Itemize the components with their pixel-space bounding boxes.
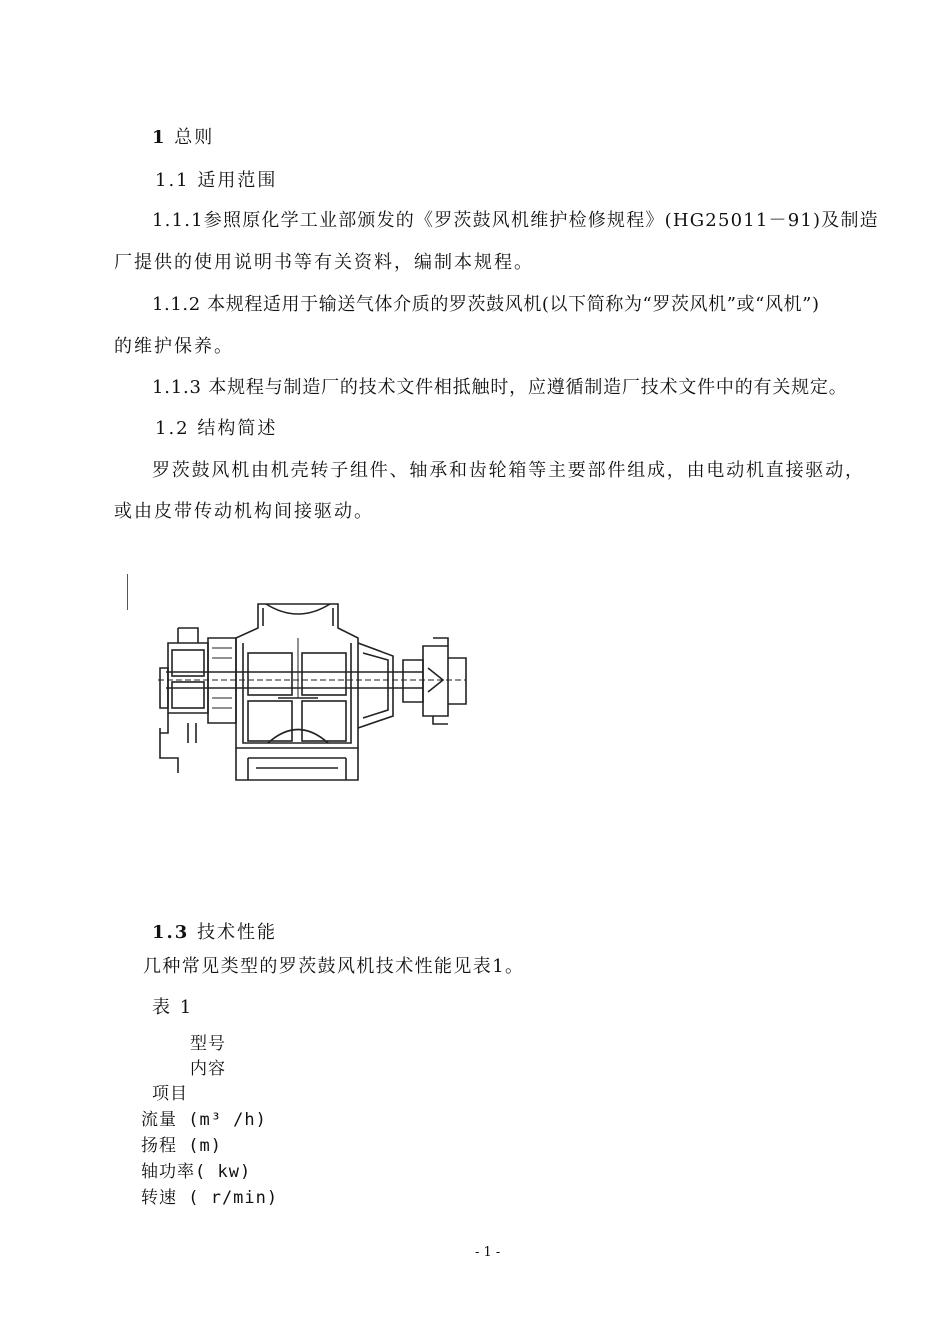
table-row-label: 流量 (m³ /h)	[141, 1110, 267, 1130]
table-corner-item: 项目	[152, 1084, 188, 1104]
paragraph-1-1-1-line2: 厂提供的使用说明书等有关资料，编制本规程。	[114, 252, 534, 273]
section-heading-1-3	[152, 922, 277, 944]
table-corner-content: 内容	[190, 1059, 226, 1079]
paragraph-1-1-2-line2: 的维护保养。	[114, 336, 234, 357]
table-row-label: 转速 ( r/min)	[141, 1188, 279, 1208]
paragraph-1-1-1-line1: 1.1.1参照原化学工业部颁发的《罗茨鼓风机维护检修规程》(HG25011－91)及制造	[152, 210, 879, 231]
section-title: 总则	[174, 127, 215, 148]
table-row-label: 扬程 (m)	[141, 1136, 222, 1156]
table-row-label: 轴功率( kw)	[141, 1162, 252, 1182]
paragraph-1-2-line2: 或由皮带传动机构间接驱动。	[114, 501, 374, 522]
table-caption: 表 1	[152, 997, 194, 1018]
page-number: - 1 -	[475, 1245, 501, 1260]
blower-cross-section-drawing	[148, 598, 470, 786]
subsection-title-1-2: 1.2 结构简述	[155, 418, 278, 439]
paragraph-1-2-line1: 罗茨鼓风机由机壳转子组件、轴承和齿轮箱等主要部件组成，由电动机直接驱动，	[152, 460, 865, 481]
table-corner-model: 型号	[190, 1034, 226, 1054]
text-cursor-mark	[127, 574, 128, 610]
subsection-title-1-1: 1.1 适用范围	[155, 170, 278, 191]
paragraph-1-1-2-line1: 1.1.2 本规程适用于输送气体介质的罗茨鼓风机(以下简称为“罗茨风机”或“风机”)	[152, 294, 820, 315]
section-number: 1	[152, 127, 167, 148]
section-number-1-3: 1.3	[152, 922, 190, 943]
paragraph-1-1-3: 1.1.3 本规程与制造厂的技术文件相抵触时，应遵循制造厂技术文件中的有关规定。	[152, 377, 848, 398]
section-heading	[152, 127, 214, 149]
section-1-3-intro: 几种常见类型的罗茨鼓风机技术性能见表1。	[143, 956, 525, 977]
section-title-1-3: 技术性能	[197, 922, 278, 943]
